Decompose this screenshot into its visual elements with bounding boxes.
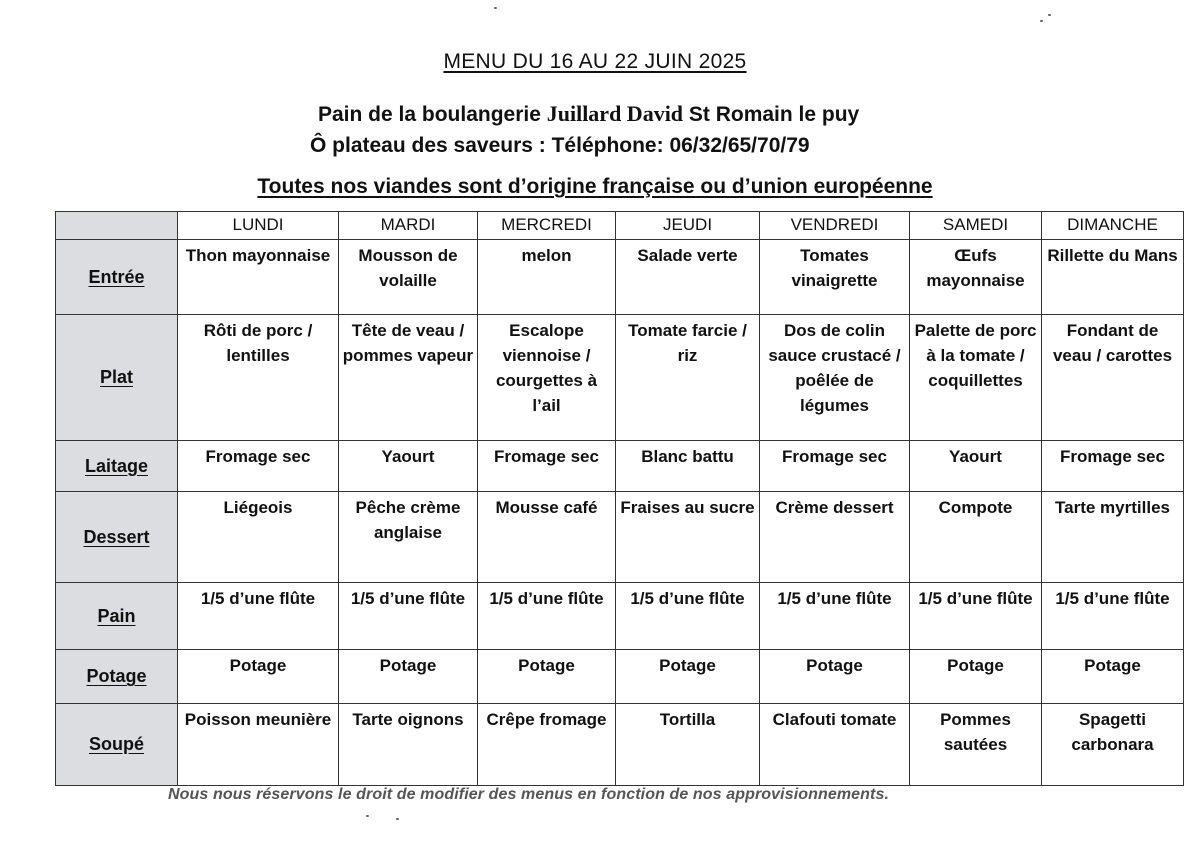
meal-row-entree bbox=[56, 240, 1184, 315]
meal-row-plat bbox=[56, 315, 1184, 441]
meal-row-pain bbox=[56, 583, 1184, 650]
dish-cell: Escalope viennoise / courgettes à l’ail bbox=[478, 315, 616, 441]
day-header: LUNDI bbox=[178, 212, 339, 240]
dish-cell: Clafouti tomate bbox=[760, 704, 910, 786]
dish-cell: Potage bbox=[1042, 650, 1184, 704]
dish-cell: Fromage sec bbox=[478, 441, 616, 492]
dish-cell: 1/5 d’une flûte bbox=[1042, 583, 1184, 650]
menu-title: MENU DU 16 AU 22 JUIN 2025 bbox=[443, 50, 747, 73]
bakery-line: Pain de la boulangerie Juillard David St Romain le puy bbox=[318, 101, 860, 126]
meal-row-soupe bbox=[56, 704, 1184, 786]
dish-cell: Tomate farcie / riz bbox=[616, 315, 760, 441]
contact-line: Ô plateau des saveurs : Téléphone: 06/32/65/70/79 bbox=[310, 134, 810, 157]
days-header-row bbox=[56, 212, 1184, 240]
dish-cell: Tête de veau / pommes vapeur bbox=[339, 315, 478, 441]
dish-cell: Yaourt bbox=[910, 441, 1042, 492]
day-header: SAMEDI bbox=[910, 212, 1042, 240]
dish-cell: Fromage sec bbox=[760, 441, 910, 492]
dish-cell: Rillette du Mans bbox=[1042, 240, 1184, 315]
dish-cell: Tarte oignons bbox=[339, 704, 478, 786]
dish-cell: Spagetti carbonara bbox=[1042, 704, 1184, 786]
day-header: JEUDI bbox=[616, 212, 760, 240]
meal-row-dessert bbox=[56, 492, 1184, 583]
dish-cell: Potage bbox=[760, 650, 910, 704]
dish-cell: Potage bbox=[339, 650, 478, 704]
day-header: DIMANCHE bbox=[1042, 212, 1184, 240]
dish-cell: Fraises au sucre bbox=[616, 492, 760, 583]
dish-cell: Liégeois bbox=[178, 492, 339, 583]
dish-cell: Tarte myrtilles bbox=[1042, 492, 1184, 583]
dish-cell: melon bbox=[478, 240, 616, 315]
dish-cell: Mousse café bbox=[478, 492, 616, 583]
dish-cell: Rôti de porc / lentilles bbox=[178, 315, 339, 441]
dish-cell: Potage bbox=[616, 650, 760, 704]
bakery-name: Juillard David bbox=[546, 101, 684, 126]
dish-cell: Œufs mayonnaise bbox=[910, 240, 1042, 315]
row-label: Laitage bbox=[56, 441, 178, 492]
corner-cell bbox=[56, 212, 178, 240]
dish-cell: Pommes sautées bbox=[910, 704, 1042, 786]
dish-cell: 1/5 d’une flûte bbox=[910, 583, 1042, 650]
dish-cell: Fromage sec bbox=[178, 441, 339, 492]
dish-cell: Salade verte bbox=[616, 240, 760, 315]
day-header: VENDREDI bbox=[760, 212, 910, 240]
scan-speck bbox=[1048, 14, 1051, 16]
meal-row-potage bbox=[56, 650, 1184, 704]
scan-speck bbox=[1040, 20, 1043, 22]
row-label: Entrée bbox=[56, 240, 178, 315]
dish-cell: Crêpe fromage bbox=[478, 704, 616, 786]
dish-cell: Tomates vinaigrette bbox=[760, 240, 910, 315]
dish-cell: Mousson de volaille bbox=[339, 240, 478, 315]
dish-cell: Tortilla bbox=[616, 704, 760, 786]
dish-cell: Potage bbox=[910, 650, 1042, 704]
dish-cell: Fondant de veau / carottes bbox=[1042, 315, 1184, 441]
dish-cell: Blanc battu bbox=[616, 441, 760, 492]
row-label: Pain bbox=[56, 583, 178, 650]
dish-cell: 1/5 d’une flûte bbox=[339, 583, 478, 650]
dish-cell: Thon mayonnaise bbox=[178, 240, 339, 315]
dish-cell: Fromage sec bbox=[1042, 441, 1184, 492]
menu-table bbox=[55, 211, 1184, 786]
row-label: Dessert bbox=[56, 492, 178, 583]
bakery-town: St Romain le puy bbox=[683, 103, 860, 126]
dish-cell: Compote bbox=[910, 492, 1042, 583]
dish-cell: Palette de porc à la tomate / coquillettes bbox=[910, 315, 1042, 441]
dish-cell: Yaourt bbox=[339, 441, 478, 492]
dish-cell: Pêche crème anglaise bbox=[339, 492, 478, 583]
dish-cell: Dos de colin sauce crustacé / poêlée de légumes bbox=[760, 315, 910, 441]
row-label: Soupé bbox=[56, 704, 178, 786]
dish-cell: 1/5 d’une flûte bbox=[178, 583, 339, 650]
dish-cell: Potage bbox=[478, 650, 616, 704]
dish-cell: Crème dessert bbox=[760, 492, 910, 583]
dish-cell: 1/5 d’une flûte bbox=[478, 583, 616, 650]
dish-cell: Potage bbox=[178, 650, 339, 704]
dish-cell: 1/5 d’une flûte bbox=[760, 583, 910, 650]
scan-speck bbox=[396, 818, 399, 820]
dish-cell: 1/5 d’une flûte bbox=[616, 583, 760, 650]
meal-row-laitage bbox=[56, 441, 1184, 492]
dish-cell: Poisson meunière bbox=[178, 704, 339, 786]
scan-speck bbox=[494, 7, 497, 9]
footer-disclaimer: Nous nous réservons le droit de modifier des menus en fonction de nos approvisionnements. bbox=[168, 786, 890, 803]
day-header: MERCREDI bbox=[478, 212, 616, 240]
row-label: Plat bbox=[56, 315, 178, 441]
day-header: MARDI bbox=[339, 212, 478, 240]
scan-speck bbox=[366, 815, 369, 817]
row-label: Potage bbox=[56, 650, 178, 704]
origin-notice: Toutes nos viandes sont d’origine française ou d’union européenne bbox=[257, 175, 933, 198]
